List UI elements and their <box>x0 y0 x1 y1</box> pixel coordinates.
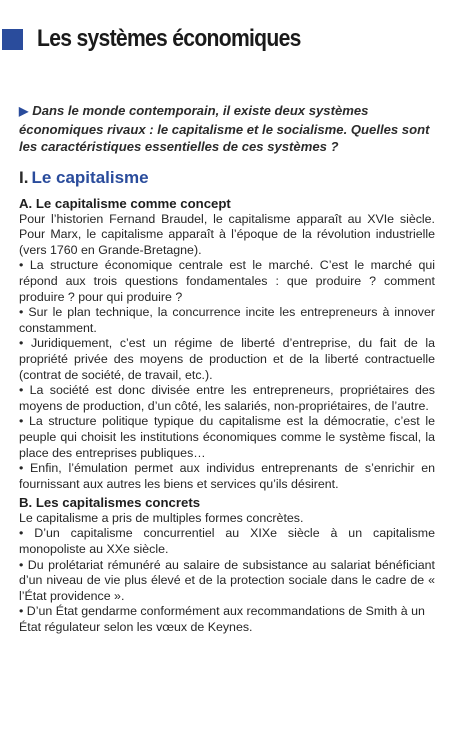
paragraph: • La structure politique typique du capitalisme est la démocratie, c’est le peuple qui choisit les institutions économiques comme le système fiscal, la place des entreprises publiques… <box>19 414 435 460</box>
paragraph: • La structure économique centrale est le marché. C’est le marché qui répond aux trois questions fondamentales : que produire ? comment produire ? pour qui produire ? <box>19 258 435 304</box>
subsection-heading-a: A. Le capitalisme comme concept <box>19 196 231 211</box>
paragraph: • La société est donc divisée entre les entrepreneurs, propriétaires des moyens de production, d’un côté, les salariés, non-propriétaires, de l’autre. <box>19 383 435 413</box>
title-row <box>0 22 337 56</box>
page-title: Les systèmes économiques <box>37 25 301 52</box>
paragraph: Pour l’historien Fernand Braudel, le capitalisme apparaît au XVIe siècle. Pour Marx, le capitalisme apparaît à l’époque de la révolution industrielle (vers 1760 en Grande-Bretagne). <box>19 211 435 257</box>
intro-question <box>19 102 439 156</box>
triangle-right-icon: ▶ <box>19 104 29 118</box>
paragraph: • D’un capitalisme concurrentiel au XIXe siècle à un capitalisme monopoliste au XXe siècle. <box>19 526 435 557</box>
paragraph: • Juridiquement, c’est un régime de liberté d’entreprise, du fait de la propriété privée des moyens de production et de la liberté contractuelle (contrat de société, de travail, etc.). <box>19 336 435 382</box>
subsection-heading-b: B. Les capitalismes concrets <box>19 495 201 511</box>
title-square-icon <box>2 29 23 50</box>
paragraph: • Sur le plan technique, la concurrence incite les entrepreneurs à innover constamment. <box>19 305 435 335</box>
section-title: Le capitalisme <box>31 168 149 187</box>
body-text <box>19 196 435 636</box>
paragraph: Le capitalisme a pris de multiples formes concrètes. <box>19 510 304 525</box>
intro-text: Dans le monde contemporain, il existe deux systèmes économiques rivaux : le capitalisme et le socialisme. Quelles sont les caractéristiques essentielles de ces systèmes ? <box>19 103 430 154</box>
section-heading <box>19 168 149 188</box>
section-number: I. <box>19 168 29 187</box>
paragraph: • Du prolétariat rémunéré au salaire de subsistance au salariat bénéficiant d’un niveau de vie plus élevé et de la protection sociale dans le cadre de « l’État providence ». <box>19 557 435 603</box>
paragraph: • D’un État gendarme conformément aux recommandations de Smith à un État régulateur selon les vœux de Keynes. <box>19 604 425 635</box>
paragraph: • Enfin, l’émulation permet aux individus entreprenants de s’enrichir en fournissant aux autres les biens et services qu’ils désirent. <box>19 461 435 491</box>
